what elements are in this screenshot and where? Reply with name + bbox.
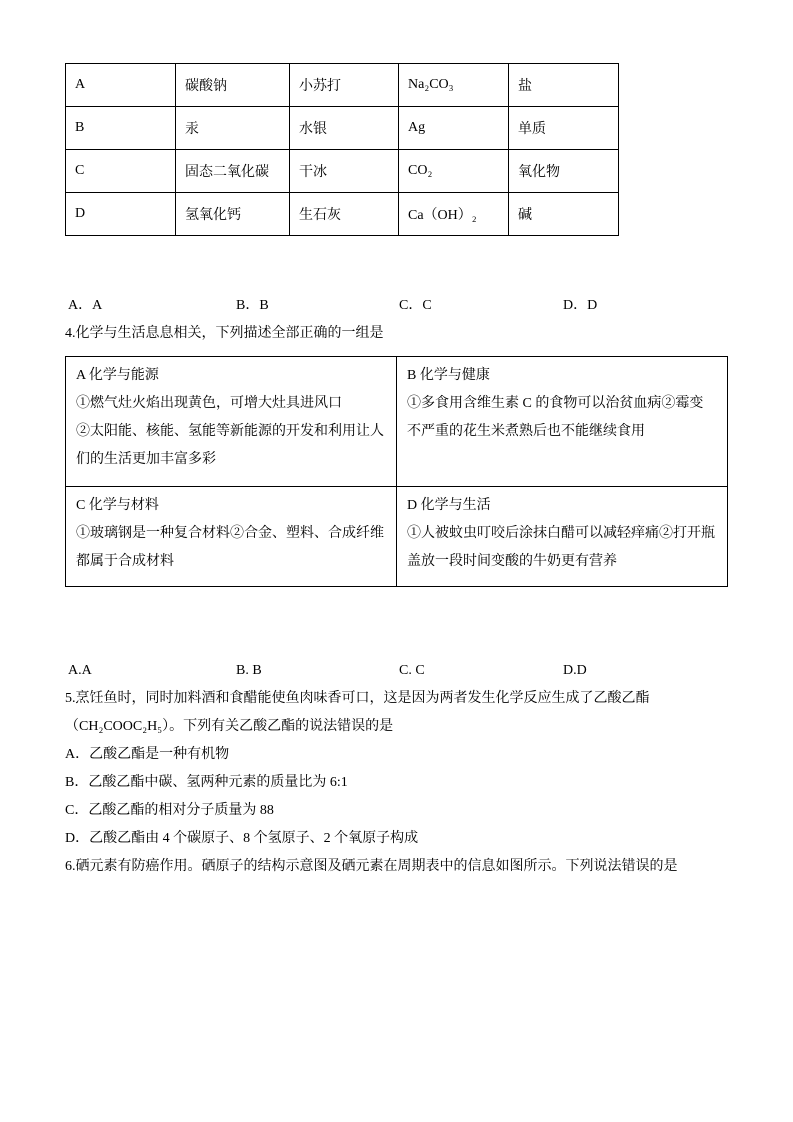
table-cell: Ca（OH）₂ (399, 193, 509, 236)
table-cell: 盐 (509, 64, 619, 107)
table-row (66, 107, 619, 150)
q4-cell-c (66, 487, 397, 587)
option-b: B. B (236, 663, 262, 678)
question-5-option-a: A．乙酸乙酯是一种有机物 (65, 747, 230, 762)
q4-cell-a-p2: ②太阳能、核能、氢能等新能源的开发和利用让人们的生活更加丰富多彩 (76, 424, 384, 467)
table-cell: 小苏打 (290, 64, 399, 107)
table-cell: Ag (399, 107, 509, 150)
option-b: B．B (236, 298, 269, 313)
question-4-stem: 4.化学与生活息息相关，下列描述全部正确的一组是 (65, 326, 384, 341)
answer-options-row (65, 657, 727, 685)
table-cell: 固态二氧化碳 (176, 150, 290, 193)
table-row (66, 64, 619, 107)
q4-cell-a-title: A 化学与能源 (76, 368, 159, 383)
question-4-table (65, 356, 728, 587)
question-5-option-b: B．乙酸乙酯中碳、氢两种元素的质量比为 6:1 (65, 775, 348, 790)
question-5-stem-line-1: 5.烹饪鱼时，同时加料酒和食醋能使鱼肉味香可口，这是因为两者发生化学反应生成了乙酸乙酯 (65, 691, 650, 706)
table-cell: 生石灰 (290, 193, 399, 236)
table-cell: A (66, 64, 176, 107)
option-d: D.D (563, 663, 587, 678)
q4-cell-d (397, 487, 728, 587)
question-5-stem-line-2: （CH₂COOC₂H₅）。下列有关乙酸乙酯的说法错误的是 (65, 719, 394, 734)
table-cell: 碱 (509, 193, 619, 236)
q4-cell-b-title: B 化学与健康 (407, 368, 490, 383)
table-cell: 干冰 (290, 150, 399, 193)
option-c: C．C (399, 298, 432, 313)
option-d: D．D (563, 298, 598, 313)
table-row (66, 150, 619, 193)
answer-options-row (65, 292, 727, 320)
table-cell: 单质 (509, 107, 619, 150)
table-cell: C (66, 150, 176, 193)
q4-cell-d-p1: ①人被蚊虫叮咬后涂抹白醋可以减轻痒痛②打开瓶盖放一段时间变酸的牛奶更有营养 (407, 526, 715, 569)
q4-cell-c-title: C 化学与材料 (76, 498, 159, 513)
table-row (66, 193, 619, 236)
table-cell: 水银 (290, 107, 399, 150)
question-5-option-c: C．乙酸乙酯的相对分子质量为 88 (65, 803, 274, 818)
q4-cell-d-title: D 化学与生活 (407, 498, 491, 513)
q4-cell-a-p1: ①燃气灶火焰出现黄色，可增大灶具进风口 (76, 396, 342, 411)
table-cell: 氧化物 (509, 150, 619, 193)
option-c: C. C (399, 663, 425, 678)
q4-cell-b (397, 357, 728, 487)
table-row (66, 487, 728, 587)
option-a: A.A (68, 663, 92, 678)
q4-cell-a (66, 357, 397, 487)
table-cell: CO₂ (399, 150, 509, 193)
table-cell: D (66, 193, 176, 236)
q4-cell-c-p1: ①玻璃钢是一种复合材料②合金、塑料、合成纤维都属于合成材料 (76, 526, 384, 569)
table-cell: Na₂CO₃ (399, 64, 509, 107)
table-cell: 碳酸钠 (176, 64, 290, 107)
question-6-stem: 6.硒元素有防癌作用。硒原子的结构示意图及硒元素在周期表中的信息如图所示。下列说法错误的是 (65, 859, 678, 874)
table-cell: 汞 (176, 107, 290, 150)
question-5-option-d: D．乙酸乙酯由 4 个碳原子、8 个氢原子、2 个氧原子构成 (65, 831, 419, 846)
document-content (65, 0, 727, 881)
option-a: A．A (68, 298, 103, 313)
table-cell: B (66, 107, 176, 150)
q4-cell-b-p1: ①多食用含维生素 C 的食物可以治贫血病②霉变不严重的花生米煮熟后也不能继续食用 (407, 396, 704, 439)
table-cell: 氢氧化钙 (176, 193, 290, 236)
classification-table (65, 63, 619, 236)
table-row (66, 357, 728, 487)
